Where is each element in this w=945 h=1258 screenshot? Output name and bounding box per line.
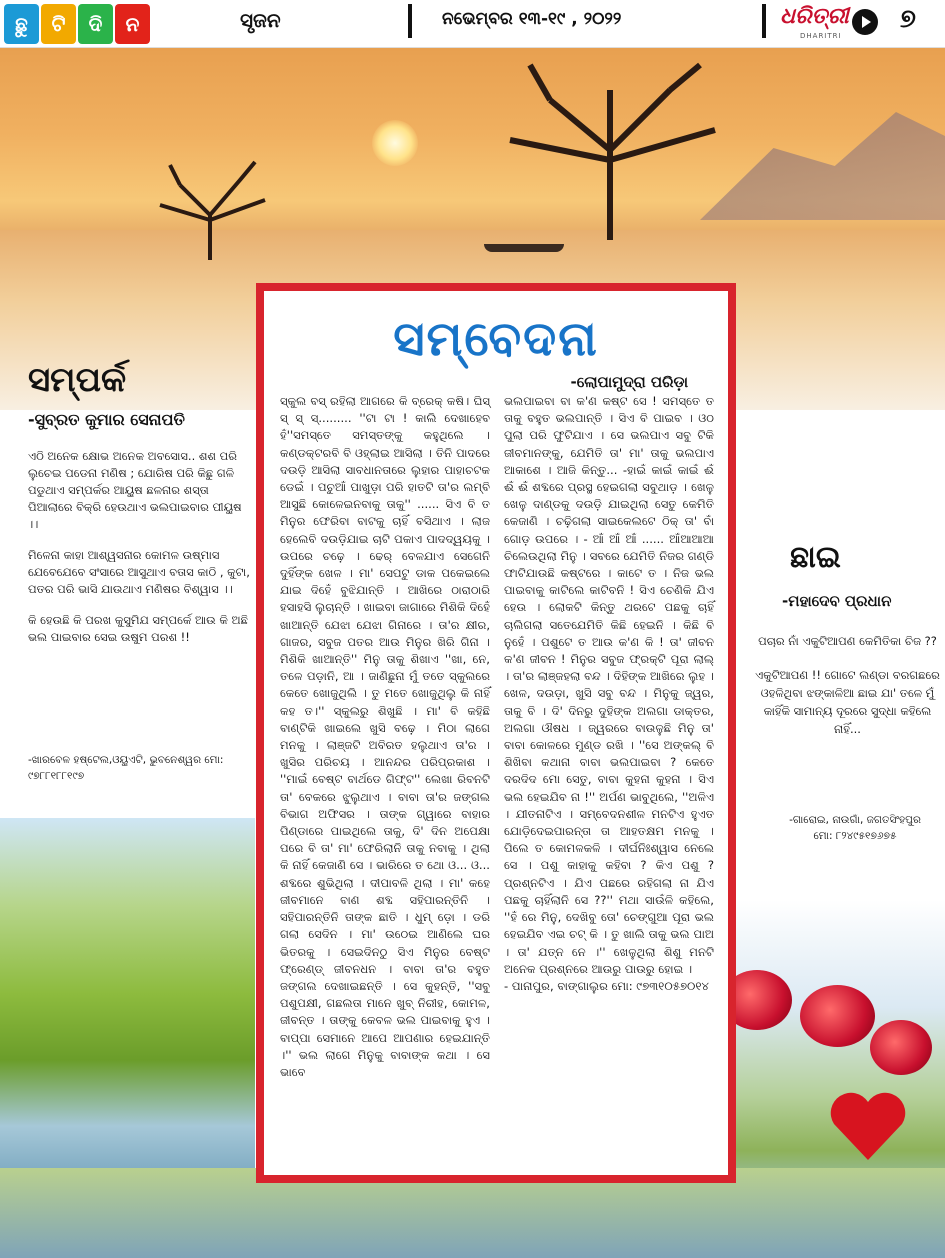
play-icon[interactable] xyxy=(852,9,878,35)
poem-left-address: -ଖାରବେଳ ହଷ୍ଟେଲ,ଓୟୁଏଟି, ଭୁବନେଶ୍ୱର ମୋ: ୯୭୮୮୧୮୮୧୯୭ xyxy=(28,754,224,782)
story-column-2 xyxy=(504,393,714,995)
story-card xyxy=(256,283,736,1183)
chhutidina-logo xyxy=(4,4,150,44)
story-author: -ଲୋପାମୁଦ୍ରା ପରିଡ଼ା xyxy=(570,373,688,391)
section-title: ସୃଜନ xyxy=(240,8,281,32)
sun-shape xyxy=(372,120,418,166)
poem-left-title: ସମ୍ପର୍କ xyxy=(28,360,127,400)
rose-icon xyxy=(800,985,875,1047)
large-tree-silhouette xyxy=(470,60,730,240)
poem-stanza: ମିଳେନା କାହା ଆଶ୍ୱସନାର କୋମଳ ଉଷ୍ମାସ ଯେବେଯେବେ ସଂସାରେ ଆସୁଥାଏ ବତାସ କାଠି , କୁଟା, ପତର ପରି ଭାସି ଯାଉଥାଏ ମଣିଷର ବିଶ୍ୱାସ ।। xyxy=(28,548,250,596)
poem-right-address: -ଗାରୋଇ, ନାଉଗାଁ, ଜଗତସିଂହପୁର ମୋ: ୮୨୪୯୫୧୭୬୭୫ xyxy=(789,814,921,842)
story-column-1 xyxy=(280,393,490,1081)
boat-silhouette xyxy=(484,244,564,252)
poem-right-author: -ମହାଦେବ ପ୍ରଧାନ xyxy=(782,592,892,610)
brand-subtitle: DHARITRI xyxy=(800,32,842,40)
rose-icon xyxy=(870,1020,932,1075)
poem-left-body xyxy=(28,448,253,660)
logo-block: ନ xyxy=(115,4,150,44)
logo-block: ଦି xyxy=(78,4,113,44)
story-card-inner xyxy=(264,291,728,1175)
page-number: ୭ xyxy=(900,4,916,34)
story-address: - ପାନାପୁର, ବାଙ୍ଗାଲୁର ମୋ: ୯୭୩୧୦୫୭୦୧୪ xyxy=(504,978,709,993)
poem-stanza: ଏକୁଟିଆପଣ !! ଗୋଟେ ଲଣ୍ଡା ବରଗଛରେ ଓହଳିଥିବା ଝଙ୍କାଳିଆ ଛାଇ ଯା' ତଳେ ମୁଁ କାହିଁକି ସାମାନ୍ୟ ଦୂରରେ ସୁଦ୍ଧା କହିଲେ ନାହିଁ... xyxy=(755,668,940,736)
small-tree-silhouette xyxy=(140,160,280,260)
story-text: ସ୍କୁଲ ବସ୍ ରହିଲା ଆଗରେ କି ବ୍ରେକ୍ କଷି। ଘିସ୍ ସ୍ ସ୍ ସ୍......... ''ଟା ଟା ! କାଲି ଦେଖାହେବ ହଁ''ସମସ୍ତେ ସମସ୍ତଙ୍କୁ କହୁଥିଲେ । କଣ୍ଡକ୍ଟରବି ବି ଓହ୍ଲାଇ ଆସିଲା । ତିନି ପାଦରେ ଦଉଡ଼ି ଆସିଲା ସାବଧାନତାରେ ଲୁହାର ପାହାଚଟକ ଡେଇଁ । ପଚୁଆଁ ପାଖୁଡ଼ା ପରି ହାତଟି ତା'ର ଲମ୍ବି ଆସୁଛି କୋଳେଇନବାକୁ ତାକୁ'' ...... ସିଏ ବି ତ ମିନୁର ଫେରିବା ବାଟକୁ ଚାହିଁ ବସିଥାଏ । ଲାଜ ହେଲେବି ଦଉଡ଼ିଯାଇ ଚାଟି ପକାଏ ପାଦଦ୍ୱୟକୁ । ଉପରେ ଚଢ଼େ । ଢେର୍ ବେଳଯାଏ ସେଗେନି ଦୁହିଁଙ୍କ ଖେଳ । ମା' ସେପଟୁ ଡାକ ପକେଇଲେ ଯାଇ ଦିହେଁ ବୁଝିଯାନ୍ତି । ଆଖିରେ ଠାରାଠାରି ହସାହସି ଲୁଚାନ୍ତି । ଖାଇବା ଜାଗାରେ ମିଶିକି ଦିହେଁ ଖାଆନ୍ତି ଯେଝା ଯେଝା ଗିନାରେ । ତା'ର କ୍ଷୀର, ଗାଜର, ସବୁଜ ପତର ଆଉ ମିନୁର ଖିରି ଗିନା । ମିଶିକି ଖାଆନ୍ତି'' ମିନୁ ତାକୁ ଶିଖାଏ ''ଖା, ନେ, ତଳେ ପଡ଼ାନି, ଆ । ଜାଣିଛୁନା ମୁଁ ତତେ ସ୍କୁଲରେ କେତେ ଖୋଜୁଥିଲି । ତୁ ମତେ ଖୋଜୁଥିଲୁ କି ନାହିଁ କହ ତ।'' ସ୍କୁଲରୁ ଶିଖୁଛି । ମା' ବି କହିଛି ବାଣ୍ଟିକି ଖାଇଲେ ଖୁସି ବଢ଼େ । ମିଠା ଲାଗେ ମନକୁ । ଲାଞ୍ଜଟି ଅବିରତ ହଲୁଥାଏ ତା'ର । ଖୁସିର ପରିଚୟ । ଆନନ୍ଦର ପରିପ୍ରକାଶ । ''ମାଇଁ ବେଷ୍ଟ ବାର୍ଥଡେ ଗିଫ୍ଟ'' ଲେଖା ରିବନଟି ତା' ବେକରେ ଝୁଲୁଥାଏ । ବାବା ତା'ର ଜଙ୍ଗଲ ବିଭାଗ ଅଫିସର । ତାଙ୍କ ଗ୍ୱାରେ ବାହାର ପିଣ୍ଡାରେ ପାଇଥିଲେ ତାକୁ, ଦି' ଦିନ ଅପେକ୍ଷା ପରେ ବି ତା' ମା' ଫେରିଲାନି ତାକୁ ନବାକୁ । ଥିଲା କି ନାହିଁ କେଜାଣି ସେ । ଭାରିରେ ତ ଥୋ ଓ... ଓ... ଶବ୍ଦରେ ଶୁଭିଥିଲା । ଦୀପାବଳି ଥିଲା । ମା' କହେ ଜୀବମାନେ ବାଣ ଶବ୍ଦ ସହିପାରନ୍ତିନି । ସହିପାରନ୍ତିନି ତାଙ୍କ ଛାତି । ଧୁମ୍ ଡ଼ୋ । ଡରି ଗଲା ସେଦିନ । ମା' ଉଠେଇ ଆଣିଲେ ଘର ଭିତରକୁ । ସେଇଦିନଠୁ ସିଏ ମିନୁର ବେଷ୍ଟ ଫ୍ରେଣ୍ଡ୍ ଜୀବନଧନ । ବାବା ତା'ର ବହୁତ ଜଙ୍ଗଲ ଦେଖାଇଛନ୍ତି । ସେ କୁହନ୍ତି, ''ସବୁ ପଶୁପକ୍ଷୀ, ଗଛଲତା ମାନେ ଖୁବ୍ ନିରୀହ, କୋମଳ, ଜୀବନ୍ତ । ତାଙ୍କୁ କେବଳ ଭଲ ପାଇବାକୁ ହୁଏ । ବାପ୍ପା ସେମାନେ ଆପେ ଆପଣାର ହେଇଯାନ୍ତି ।'' ଭଲ ଲାଗେ ମିନୁକୁ ବାବାଙ୍କ କଥା । ସେ ଭାବେ xyxy=(280,394,490,1079)
header-divider xyxy=(408,4,412,38)
poem-stanza: କି ହେଉଛି କି ପରଖ କୁସୁମିଯ ସମ୍ପର୍କେ ଆଉ କି ଅଛି ଭଲ ପାଇବାର ସେଇ ଉଷୁମ ପରଶ !! xyxy=(28,613,248,644)
logo-block: ଟି xyxy=(41,4,76,44)
header-divider xyxy=(762,4,766,38)
poem-stanza: ଏଠି ଅନେକ କ୍ଷୋଭ ଅନେକ ଅବସୋସ.. ଶଶ ପରି ଲୁଚେଇ ପଡେନା ମଣିଷ ; ଯୋରିଷ ପରି କିଛୁ ଗଳି ପଡୁଥାଏ ସମ୍ପର୍କର ଆୟୁଷ ଛଳନାର ଶସ୍ତା ପିଆଲାରେ ବିକ୍ରି ହେଉଥାଏ ଭଲପାଇବାର ପୀୟୁଷ ।। xyxy=(28,449,242,531)
poem-left-author: -ସୁବ୍ରତ କୁମାର ସେନାପତି xyxy=(28,410,185,429)
issue-date: ନଭେମ୍ବର ୧୩-୧୯ , ୨୦୨୨ xyxy=(442,9,622,29)
logo-block: ଛୁ xyxy=(4,4,39,44)
poem-stanza: ପଚାର ନାଁ ଏକୁଟିଆପଣ କେମିତିକା ଚିଜ ?? xyxy=(758,634,937,648)
story-title: ସମ୍ବେଦନା xyxy=(393,311,599,367)
poem-right-body xyxy=(755,632,940,754)
page-header xyxy=(0,0,945,48)
story-text: ଭଲପାଇବା ବା କ'ଣ କଷ୍ଟ ସେ ! ସମସ୍ତେ ତ ତାକୁ ବହୁତ ଭଲପାନ୍ତି । ସିଏ ବି ପାଇବ । ଓଠ ପୁଲା ପରି ଫୁଟିଯାଏ । ସେ ଭଲପାଏ ସବୁ ଟିକି ଜୀବମାନଙ୍କୁ, ଯେମିତି ତା' ମା' ତାକୁ ଭଲପାଏ ଆକାଶେ । ଆଜି କିନ୍ତୁ... -ହାଇଁ କାଇଁ କାଇଁ ଈଁ ଈଁ ଈଁ ଶବ୍ଦରେ ପ୍ରସ୍ଥ ହେଇଗଲା ସବୁଥାଡ଼ । ଖେଳୁ ଖେଳୁ ଦାଣ୍ଡକୁ ଦଉଡ଼ି ଯାଇଥିଲା ସେତୁ କେମିତି କେଜାଣି । ଚଢ଼ିଗଲା ସାଇକେଲଟେ ଠିକ୍ ତା' ବାଁ ଗୋଡ଼ ଉପରେ । - ଆଁ ଆଁ ଆଁ ...... ଆଁଆଆଆ ଚିଲେଉଥିଲା ମିନୁ । ସବରେ ଯେମିତି ନିଜର ଗଣ୍ଡି ଫାଟିଯାଉଛି କଷ୍ଟରେ । କାଟେ ତ । ନିଜ ଭଲ ପାଇବାକୁ କାଟିଲେ କାଟିବନି ! ସିଏ ଚେଣିକି ଯିଏ ହେଉ । ଲୋକଟି କିନ୍ତୁ ଥରଟେ ପଛକୁ ଚାହିଁ ଚାଲିଗଲା ସତେଯେମିତି କିଛି ହେଇନି । କିଛି ବି ନୁହେଁ । ପଶୁଟେ ତ ଆଉ କ'ଣ କି ! ତା' ଜୀବନ କ'ଣ ଜୀବନ ! ମିନୁର ସବୁଜ ଫ୍ରକ୍‌ଟି ପୂରା ଲାଲ୍ । ତା'ର ଲାଞ୍ଜହଲା ବନ୍ଦ । ଦିହିଙ୍କ ଆଖିରେ ଲୁହ । ଖେଳ, ଦଉଡ଼ା, ଖୁସି ସବୁ ବନ୍ଦ । ମିନୁକୁ ଜ୍ୱର, ତାକୁ ବି । ଦି' ଦିନରୁ ଦୁହିଙ୍କ ଅଲଗା ଡାକ୍ତର, ଅଲଗା ଔଷଧ । ଜ୍ୱରରେ ବାଉଳୁଛି ମିନୁ ତା' ବାବା କୋଳରେ ମୁଣ୍ଡ ରଖି । ''ସେ ଅଙ୍କଲ୍ ବି ଶିଖିବା କଥାନା ବାବା ଭଲପାଇବା ? କେତେ ଦରଦିଦ ମୋ ସେତୁ, ବାବା କୁହନା କୁହନା । ସିଏ ଭଲ ହେଇଯିବ ନା !'' ଅର୍ପଣ ଭାବୁଥିଲେ, ''ଅଳିଏ । ଯୀତନାଟିଏ । ସମ୍ବେଦନଶୀଳ ମନଟିଏ ହୁଏତ ଯୋଡ଼ିଦେଇପାରନ୍ତା ତା ଆହତକ୍ଷମ ମନକୁ । ପିଲେ ତ କୋମଳକଳି । ଦୀର୍ଘନିଃଶ୍ୱାସ ନେଲେ ସେ । ପଶୁ କାହାକୁ କହିବା ? କିଏ ପଶୁ ? ପ୍ରଶ୍ନଟିଏ । ଯିଏ ପଛରେ ରହିଗଲା ନା ଯିଏ ପଛକୁ ଚାହିଁଲାନି ସେ ??'' ମଥା ସାଉଁଳି କହିଲେ, ''ହଁ ରେ ମିନୁ, ଦେଖିବୁ ତୋ' ଚେଙ୍ଗୁଆ ପୂରା ଭଲ ହେଇଯିବ ଏଇ ଚଟ୍ କି । ତୁ ଖାଲି ତାକୁ ଭଲ ପାଅ । ତା' ଯତ୍ନ ନେ ।'' ଖେଳୁଥିଲା ଶିଶୁ ମନଟି ଅନେକ ପ୍ରଶ୍ନରେ ଆଉରୁ ପାଉରୁ ହୋଇ । xyxy=(504,394,714,976)
brand-logo: ଧରିତ୍ରୀ xyxy=(780,4,849,29)
heart-icon xyxy=(828,1090,908,1162)
poem-right-title: ଛାଇ xyxy=(790,540,841,575)
